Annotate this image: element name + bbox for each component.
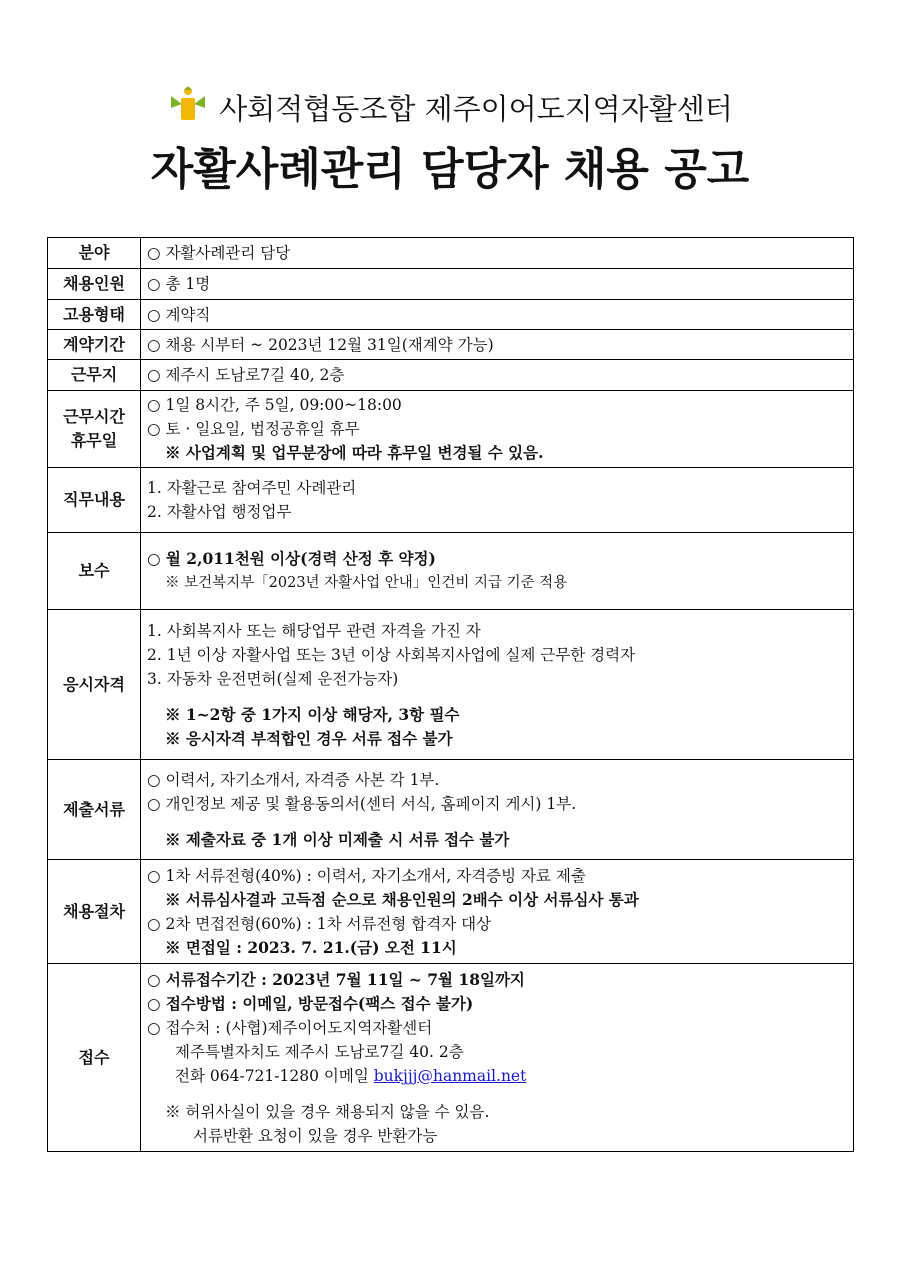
table-row: [48, 269, 854, 300]
spacer: [147, 691, 847, 703]
table-row: [48, 860, 854, 964]
content-line: ○ 제주시 도남로7길 40, 2층: [147, 366, 345, 384]
content-line: ○ 1차 서류전형(40%) : 이력서, 자기소개서, 자격증빙 자료 제출: [147, 866, 586, 885]
organization-logo-icon: [167, 86, 209, 132]
row-content-field: [141, 238, 854, 269]
content-note: ※ 허위사실이 있을 경우 채용되지 않을 수 있음.: [165, 1102, 490, 1121]
content-line: ○ 자활사례관리 담당: [147, 244, 291, 262]
table-row: [48, 468, 854, 533]
content-line: ○ 접수처 : (사협)제주이어도지역자활센터: [147, 1018, 433, 1037]
content-line: 2. 1년 이상 자활사업 또는 3년 이상 사회복지사업에 실제 근무한 경력자: [147, 645, 636, 664]
row-label-documents: 제출서류: [48, 760, 141, 860]
content-note: ※ 1~2항 중 1가지 이상 해당자, 3항 필수: [165, 704, 460, 724]
content-note: ※ 면접일 : 2023. 7. 21.(금) 오전 11시: [165, 937, 457, 957]
row-content-application: [141, 964, 854, 1152]
row-label-contract: 계약기간: [48, 330, 141, 360]
content-line: 1. 사회복지사 또는 해당업무 관련 자격을 가진 자: [147, 621, 481, 640]
content-line: 1. 자활근로 참여주민 사례관리: [147, 479, 357, 497]
spacer: [147, 1088, 847, 1100]
table-row: [48, 760, 854, 860]
table-row: [48, 238, 854, 269]
job-posting-table: [47, 237, 854, 1152]
content-note: ※ 제출자료 중 1개 이상 미제출 시 서류 접수 불가: [165, 829, 510, 849]
content-line: ○ 총 1명: [147, 275, 211, 293]
content-line: 3. 자동차 운전면허(실제 운전가능자): [147, 669, 399, 688]
row-content-pay: [141, 533, 854, 610]
row-content-contract: [141, 330, 854, 360]
contact-phone-text: 전화 064-721-1280 이메일: [175, 1066, 369, 1085]
table-row: [48, 610, 854, 760]
content-line: ○ 월 2,011천원 이상(경력 산정 후 약정): [147, 549, 436, 568]
row-label-pay: 보수: [48, 533, 141, 610]
row-label-headcount: 채용인원: [48, 269, 141, 300]
content-note: ※ 보건복지부「2023년 자활사업 안내」인건비 지급 기준 적용: [165, 575, 568, 591]
content-note: 서류반환 요청이 있을 경우 반환가능: [193, 1126, 438, 1145]
content-line: ○ 2차 면접전형(60%) : 1차 서류전형 합격자 대상: [147, 914, 492, 933]
organization-name: 사회적협동조합 제주이어도지역자활센터: [219, 92, 733, 126]
content-line: ○ 접수방법 : 이메일, 방문접수(팩스 접수 불가): [147, 993, 474, 1013]
content-line: ○ 채용 시부터 ~ 2023년 12월 31일(재계약 가능): [147, 335, 494, 354]
content-note: ※ 서류심사결과 고득점 순으로 채용인원의 2배수 이상 서류심사 통과: [165, 889, 639, 909]
table-row: [48, 391, 854, 468]
row-content-qualification: [141, 610, 854, 760]
label-line: 근무시간: [63, 407, 125, 426]
table-row: [48, 330, 854, 360]
row-content-headcount: [141, 269, 854, 300]
row-content-hours: [141, 391, 854, 468]
row-label-duties: 직무내용: [48, 468, 141, 533]
content-line: 2. 자활사업 행정업무: [147, 503, 292, 521]
content-note: ※ 사업계획 및 업무분장에 따라 휴무일 변경될 수 있음.: [165, 443, 544, 462]
content-line: ○ 개인정보 제공 및 활용동의서(센터 서식, 홈페이지 게시) 1부.: [147, 794, 577, 813]
row-content-documents: [141, 760, 854, 860]
content-line: ○ 토 · 일요일, 법정공휴일 휴무: [147, 420, 360, 438]
row-content-workplace: [141, 360, 854, 391]
content-line: ○ 계약직: [147, 305, 211, 324]
table-row: [48, 964, 854, 1152]
page-title: 자활사례관리 담당자 채용 공고: [150, 144, 750, 195]
organization-header: [0, 86, 900, 132]
label-line: 휴무일: [70, 431, 118, 450]
row-label-field: 분야: [48, 238, 141, 269]
row-label-hours: [48, 391, 141, 468]
row-label-procedure: 채용절차: [48, 860, 141, 964]
email-link[interactable]: bukjjj@hanmail.net: [373, 1066, 527, 1085]
spacer: [147, 816, 847, 828]
content-line: ○ 1일 8시간, 주 5일, 09:00~18:00: [147, 396, 402, 414]
address-line: 제주특별자치도 제주시 도남로7길 40. 2층: [175, 1042, 464, 1061]
row-content-duties: [141, 468, 854, 533]
row-label-workplace: 근무지: [48, 360, 141, 391]
content-line: ○ 이력서, 자기소개서, 자격증 사본 각 1부.: [147, 770, 440, 789]
content-line: ○ 서류접수기간 : 2023년 7월 11일 ~ 7월 18일까지: [147, 969, 525, 989]
table-row: [48, 300, 854, 330]
content-note: ※ 응시자격 부적합인 경우 서류 접수 불가: [165, 728, 453, 748]
row-label-employment: 고용형태: [48, 300, 141, 330]
row-label-qualification: 응시자격: [48, 610, 141, 760]
row-label-application: 접수: [48, 964, 141, 1152]
contact-line: [147, 1064, 847, 1088]
table-row: [48, 533, 854, 610]
row-content-procedure: [141, 860, 854, 964]
row-content-employment: [141, 300, 854, 330]
table-row: [48, 360, 854, 391]
